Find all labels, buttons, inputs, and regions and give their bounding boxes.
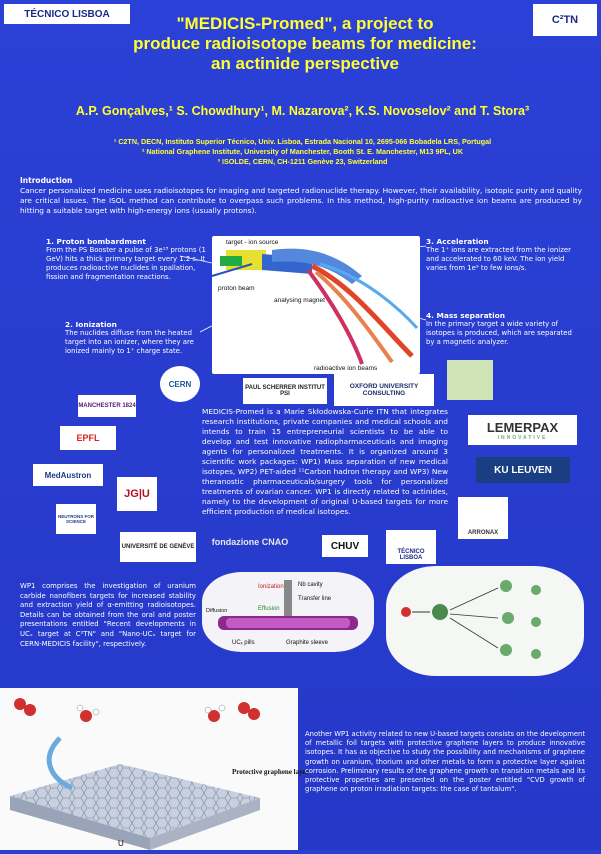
epfl-logo-text: EPFL — [76, 433, 100, 443]
step-1-text: From the PS Booster a pulse of 3e¹³ protons (1 GeV) hits a thick primary target every 1.2 s. It produces radioactive nuclides in spallation, fission and fragmentation reactions. — [46, 246, 206, 281]
manchester-logo — [78, 395, 136, 417]
geneve-logo-text: UNIVERSITÉ DE GENÈVE — [121, 544, 195, 550]
label-magnet: analysing magnet — [274, 297, 325, 304]
hydrogen-atom-3 — [205, 707, 211, 713]
step-4-text: In the primary target a wide variety of isotopes is produced, which are separated by a magnetic analyzer. — [426, 320, 572, 346]
label-diffusion: Diffusion — [206, 608, 228, 614]
lemerpax-logo — [468, 415, 577, 445]
neutrons-logo-text: NEUTRONS FOR SCIENCE — [58, 514, 94, 524]
graphene-foil-graphic — [0, 688, 309, 850]
neutrons-logo — [56, 504, 96, 534]
medicis-description: MEDICIS-Promed is a Marie Skłodowska-Curie ITN that integrates research institutions, private companies and medical schools and intends to train 15 entrepreneurial scientists to be able to develop and test innovative radiopharmaceuticals and imaging agents for personalized treatments. It is organized around 3 scientific work packages: WP1) Mass separation of new medical isotopes, WP2) PET-aided ¹¹Carbon hadron therapy and WP3) New theranostic pharmaceuticals/surgery tools for personalized treatments of ovarian cancer. WP1 is directly related to actinides, namely to the development of original U-based targets for more efficient production of medical isotopes. — [202, 407, 448, 516]
product-nucleus-6 — [531, 649, 541, 659]
title-line-3: an actinide perspective — [210, 54, 400, 73]
hydrogen-atom-4 — [219, 705, 225, 711]
chuv-logo — [322, 535, 368, 557]
label-protective-layer: Protective graphene layer — [232, 768, 309, 776]
medaustron-logo-text: MedAustron — [44, 470, 92, 480]
label-proton-beam: proton beam — [218, 285, 255, 292]
step-3-text: The 1⁺ ions are extracted from the ionizer and accelerated to 60 keV. The ion yield varies from 1e⁹ to few ions/s. — [426, 246, 571, 272]
label-target: target - ion source — [226, 239, 279, 246]
manchester-logo-text: MANCHESTER 1824 — [78, 403, 136, 409]
isolde-diagram — [212, 236, 420, 374]
title-line-1: "MEDICIS-Promed", a project to — [176, 14, 434, 33]
title-line-2: produce radioisotope beams for medicine: — [133, 34, 477, 53]
cnao-logo-text: fondazione CNAO — [211, 537, 289, 547]
wp1-text: WP1 comprises the investigation of uranium carbide nanofibers targets for increased stability and extraction yield of α-emitting radioisotopes. Details can be obtained from the oral and poster presentations entitled "Recent developments in UCₓ target at C²TN" and "Nano-UCₓ target for CERN-MEDICIS facility", respectively. — [20, 582, 196, 648]
cern-logo-text: CERN — [168, 379, 192, 389]
epfl-logo — [60, 426, 116, 450]
tecnico-partner-logo — [386, 530, 436, 564]
lemerpax-logo-subtext: INNOVATIVE — [497, 434, 548, 441]
product-nucleus-3 — [502, 612, 514, 624]
c2tn-logo-text: C²TN — [551, 14, 579, 26]
oxygen-atom-4 — [248, 708, 260, 720]
chuv-logo-text: CHUV — [330, 540, 360, 552]
cnao-logo — [210, 532, 290, 552]
beam-3 — [308, 270, 362, 364]
affiliation-2: ² National Graphene Institute, University of Manchester, Booth St. E. Manchester, M13 9PL, UK — [141, 147, 464, 156]
target-inner — [226, 618, 350, 628]
affiliation-1: ¹ C2TN, DECN, Instituto Superior Técnico, Univ. Lisboa, Estrada Nacional 10, 2695-066 Bobadela LRS, Portugal — [113, 137, 492, 146]
label-transfer-line: Transfer line — [298, 596, 332, 602]
water-oxygen-1 — [80, 710, 92, 722]
medaustron-logo — [33, 464, 103, 486]
product-nucleus-1 — [500, 580, 512, 592]
label-nb-cavity: Nb cavity — [298, 582, 323, 588]
foil-target-text: Another WP1 activity related to new U-based targets consists on the development of metallic foil targets with protective graphene layers to produce innovative isotopes. It has as objective to study the possibility and mechanisms of graphene growth on uranium, thorium and other metals to form a protective layer against corrosion. Preliminary results of the graphene growth on transition metals and its protective properties are presented on the poster entitled "CVD growth of graphene on proton irradiation targets: the case of tantalum". — [305, 730, 585, 794]
target-figure-graphic — [202, 572, 374, 652]
product-nucleus-5 — [500, 644, 512, 656]
geneve-logo — [120, 532, 196, 562]
ion-source-block — [220, 256, 242, 266]
label-u: U — [118, 839, 124, 848]
transfer-line-pipe — [284, 580, 292, 616]
reactions-figure-graphic — [386, 566, 584, 676]
beam-4 — [320, 264, 417, 328]
arronax-logo-text: ARRONAX — [467, 530, 499, 536]
oxygen-atom-1 — [14, 698, 26, 710]
label-effusion: Effusion — [258, 606, 280, 612]
authors: A.P. Gonçalves,¹ S. Chowdhury¹, M. Nazarova², K.S. Novoselov² and T. Stora³ — [75, 104, 530, 118]
graphene-foil-figure — [0, 688, 309, 850]
kuleuven-logo — [476, 457, 570, 483]
psi-logo-text: PAUL SCHERRER INSTITUT PSI — [245, 385, 325, 397]
step-4-heading: 4. Mass separation — [426, 311, 505, 320]
target-nucleus — [432, 604, 448, 620]
jgu-logo — [117, 477, 157, 511]
label-beams: radioactive ion beams — [314, 365, 378, 372]
graphene-layer — [10, 764, 260, 838]
step-1-heading: 1. Proton bombardment — [46, 237, 146, 246]
reactions-figure — [386, 566, 584, 676]
green-institution-logo — [447, 360, 493, 400]
label-pills: UCₓ pills — [232, 640, 255, 646]
proton-particle — [401, 607, 411, 617]
step-3-heading: 3. Acceleration — [426, 237, 489, 246]
lemerpax-logo-text: LEMERPAX — [486, 419, 559, 435]
target-figure — [202, 572, 374, 652]
label-ionization: Ionization — [258, 584, 284, 590]
step-2-heading: 2. Ionization — [65, 320, 117, 329]
intro-heading: Introduction — [20, 176, 73, 185]
intro-text: Cancer personalized medicine uses radioisotopes for imaging and targeted radionuclide therapy. However, their availability, isotopic purity and quality are critical issues. The ISOL method can contribute to overpass such problems. In this method, high-purity radioactive ion beams are produced by hitting a suitable target with high-energy ions (usually protons). — [20, 186, 582, 215]
psi-logo — [243, 378, 327, 404]
product-nucleus-2 — [531, 585, 541, 595]
oxygen-atom-3 — [238, 702, 250, 714]
hydrogen-atom-2 — [93, 709, 99, 715]
arronax-logo — [458, 497, 508, 539]
product-nucleus-4 — [531, 617, 541, 627]
cern-logo — [160, 366, 200, 402]
oxford-logo — [334, 374, 434, 406]
oxford-logo-text: OXFORD UNIVERSITY CONSULTING — [349, 383, 419, 397]
hydrogen-atom-1 — [77, 705, 83, 711]
label-sleeve: Graphite sleeve — [286, 640, 329, 646]
affiliation-3: ³ ISOLDE, CERN, CH-1211 Genève 23, Switzerland — [217, 157, 388, 166]
step-2-text: The nuclides diffuse from the heated target into an ionizer, where they are ionized mainly to 1⁺ charge state. — [65, 329, 194, 355]
isolde-diagram-graphic — [212, 236, 420, 374]
tecnico-logo-text: TÉCNICO LISBOA — [24, 8, 110, 20]
tecnico-partner-logo-text: TÉCNICO LISBOA — [397, 549, 425, 561]
jgu-logo-text: JG|U — [124, 488, 150, 500]
kuleuven-logo-text: KU LEUVEN — [494, 464, 552, 476]
oxygen-atom-2 — [24, 704, 36, 716]
